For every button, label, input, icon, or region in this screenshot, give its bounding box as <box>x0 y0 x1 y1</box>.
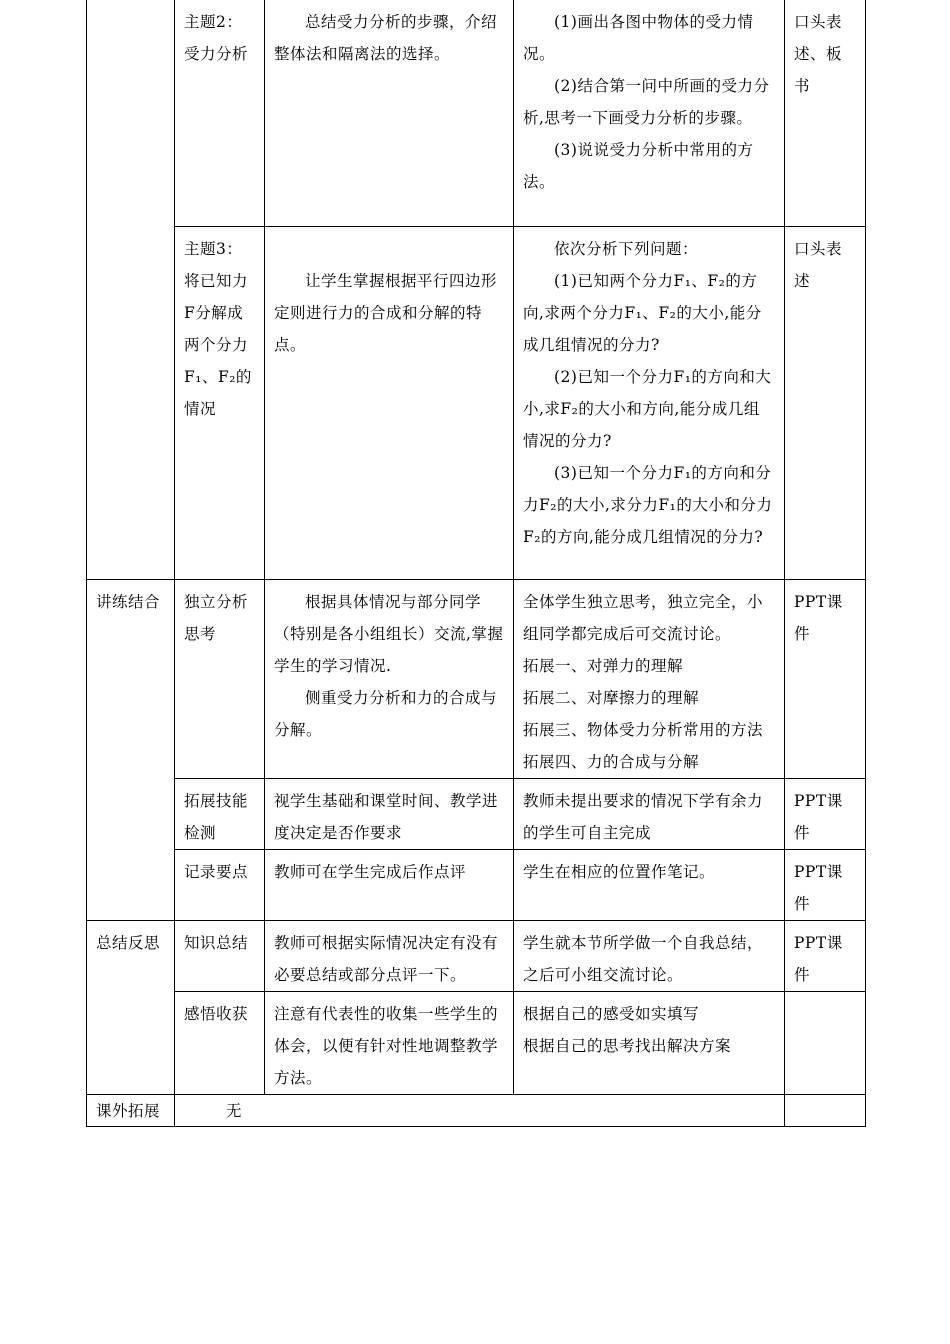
topic-title-line: 情况 <box>184 399 217 418</box>
teaching-method-cell <box>785 226 866 579</box>
student-activity-text: (2)已知一个分力F₁的方向和大小,求F₂的大小和方向,能分成几组情况的分力? <box>523 367 772 450</box>
student-activity-text: (3)说说受力分析中常用的方法。 <box>523 141 754 191</box>
student-activity-text: 拓展三、物体受力分析常用的方法 <box>523 720 764 739</box>
student-activity-text: (2)结合第一问中所画的受力分析,思考一下画受力分析的步骤。 <box>523 77 770 127</box>
student-activity-text: (1)画出各图中物体的受力情况。 <box>523 13 754 63</box>
topic-title-cell <box>175 991 265 1094</box>
student-activity-text: 依次分析下列问题： <box>554 239 699 258</box>
student-activity-cell <box>514 226 785 579</box>
student-activity-text: 根据自己的感受如实填写 <box>523 1004 700 1023</box>
teacher-activity-text: 根据具体情况与部分同学（特别是各小组组长）交流,掌握学生的学习情况. <box>274 592 504 675</box>
teacher-activity-text: 教师可在学生完成后作点评 <box>274 862 467 881</box>
topic-title: 独立分析思考 <box>184 592 249 643</box>
student-activity-cell <box>514 0 785 226</box>
topic-title-line: F₁、F₂的 <box>184 367 252 386</box>
teacher-activity-cell <box>265 920 514 991</box>
lesson-plan-table <box>86 0 866 1127</box>
teaching-method-text: PPT课件 <box>794 791 843 842</box>
teaching-method-text: PPT课件 <box>794 862 843 913</box>
section-label: 讲练结合 <box>96 592 161 611</box>
teaching-method-cell <box>785 920 866 991</box>
teacher-activity-text: 总结受力分析的步骤，介绍整体法和隔离法的选择。 <box>274 13 498 63</box>
teacher-activity-cell <box>265 991 514 1094</box>
topic-title-line: 将已知力 <box>184 271 249 290</box>
teacher-activity-cell <box>265 226 514 579</box>
topic-title-line: 主题3： <box>184 239 243 258</box>
student-activity-text: 教师未提出要求的情况下学有余力的学生可自主完成 <box>523 791 764 842</box>
topic-title-line: 受力分析 <box>184 45 249 63</box>
outside-extension-cell <box>175 1094 785 1126</box>
topic-title: 知识总结 <box>184 933 249 952</box>
teaching-method-cell <box>785 778 866 849</box>
student-activity-text: 学生就本节所学做一个自我总结，之后可小组交流讨论。 <box>523 933 764 984</box>
teaching-method-cell <box>785 849 866 920</box>
table-row <box>87 226 866 579</box>
section-cell <box>87 920 175 1094</box>
student-activity-cell <box>514 849 785 920</box>
topic-title-cell <box>175 226 265 579</box>
table-row <box>87 1094 866 1126</box>
topic-title-cell <box>175 920 265 991</box>
teaching-method-text: PPT课件 <box>794 592 843 643</box>
section-cell <box>87 579 175 920</box>
student-activity-text: 根据自己的思考找出解决方案 <box>523 1036 732 1055</box>
teaching-method-text: 口头表述、板书 <box>794 13 843 95</box>
table-row <box>87 920 866 991</box>
student-activity-text: 拓展一、对弹力的理解 <box>523 656 684 675</box>
section-label: 课外拓展 <box>96 1101 161 1120</box>
teacher-activity-text: 教师可根据实际情况决定有没有必要总结或部分点评一下。 <box>274 933 499 984</box>
teacher-activity-cell <box>265 778 514 849</box>
topic-title-line: F分解成 <box>184 303 244 322</box>
student-activity-cell <box>514 579 785 778</box>
teacher-activity-cell <box>265 849 514 920</box>
section-cell-empty <box>87 0 175 579</box>
teacher-activity-cell <box>265 579 514 778</box>
teaching-method-text: 口头表述 <box>794 239 843 290</box>
teaching-method-cell <box>785 1094 866 1126</box>
teacher-activity-cell <box>265 0 514 226</box>
topic-title: 感悟收获 <box>184 1004 249 1023</box>
topic-title: 拓展技能检测 <box>184 791 249 842</box>
table-row <box>87 849 866 920</box>
teacher-activity-text: 注意有代表性的收集一些学生的体会，以便有针对性地调整教学方法。 <box>274 1004 499 1087</box>
student-activity-text: 拓展四、力的合成与分解 <box>523 752 700 771</box>
table-row <box>87 0 866 226</box>
teaching-method-text: PPT课件 <box>794 933 843 984</box>
student-activity-cell <box>514 920 785 991</box>
outside-extension-text: 无 <box>226 1101 243 1120</box>
student-activity-text: (1)已知两个分力F₁、F₂的方向,求两个分力F₁、F₂的大小,能分成几组情况的分力? <box>523 271 762 354</box>
teacher-activity-text: 让学生掌握根据平行四边形定则进行力的合成和分解的特点。 <box>274 271 498 354</box>
teaching-method-cell <box>785 579 866 778</box>
topic-title-cell <box>175 0 265 226</box>
teaching-method-cell <box>785 991 866 1094</box>
topic-title: 记录要点 <box>184 862 249 881</box>
table-row <box>87 778 866 849</box>
table-row <box>87 991 866 1094</box>
section-label: 总结反思 <box>96 933 161 952</box>
topic-title-line: 主题2： <box>184 13 243 31</box>
table-row <box>87 579 866 778</box>
student-activity-text: 拓展二、对摩擦力的理解 <box>523 688 700 707</box>
teaching-method-cell <box>785 0 866 226</box>
topic-title-cell <box>175 849 265 920</box>
topic-title-cell <box>175 579 265 778</box>
student-activity-text: (3)已知一个分力F₁的方向和分力F₂的大小,求分力F₁的大小和分力F₂的方向,能分成几组情况的分力? <box>523 463 773 546</box>
section-cell <box>87 1094 175 1126</box>
teacher-activity-text: 侧重受力分析和力的合成与分解。 <box>274 688 498 739</box>
topic-title-cell <box>175 778 265 849</box>
student-activity-cell <box>514 991 785 1094</box>
teacher-activity-text: 视学生基础和课堂时间、教学进度决定是否作要求 <box>274 791 499 842</box>
student-activity-cell <box>514 778 785 849</box>
topic-title-line: 两个分力 <box>184 335 249 354</box>
student-activity-text: 学生在相应的位置作笔记。 <box>523 862 716 881</box>
student-activity-text: 全体学生独立思考，独立完全，小组同学都完成后可交流讨论。 <box>523 592 764 643</box>
